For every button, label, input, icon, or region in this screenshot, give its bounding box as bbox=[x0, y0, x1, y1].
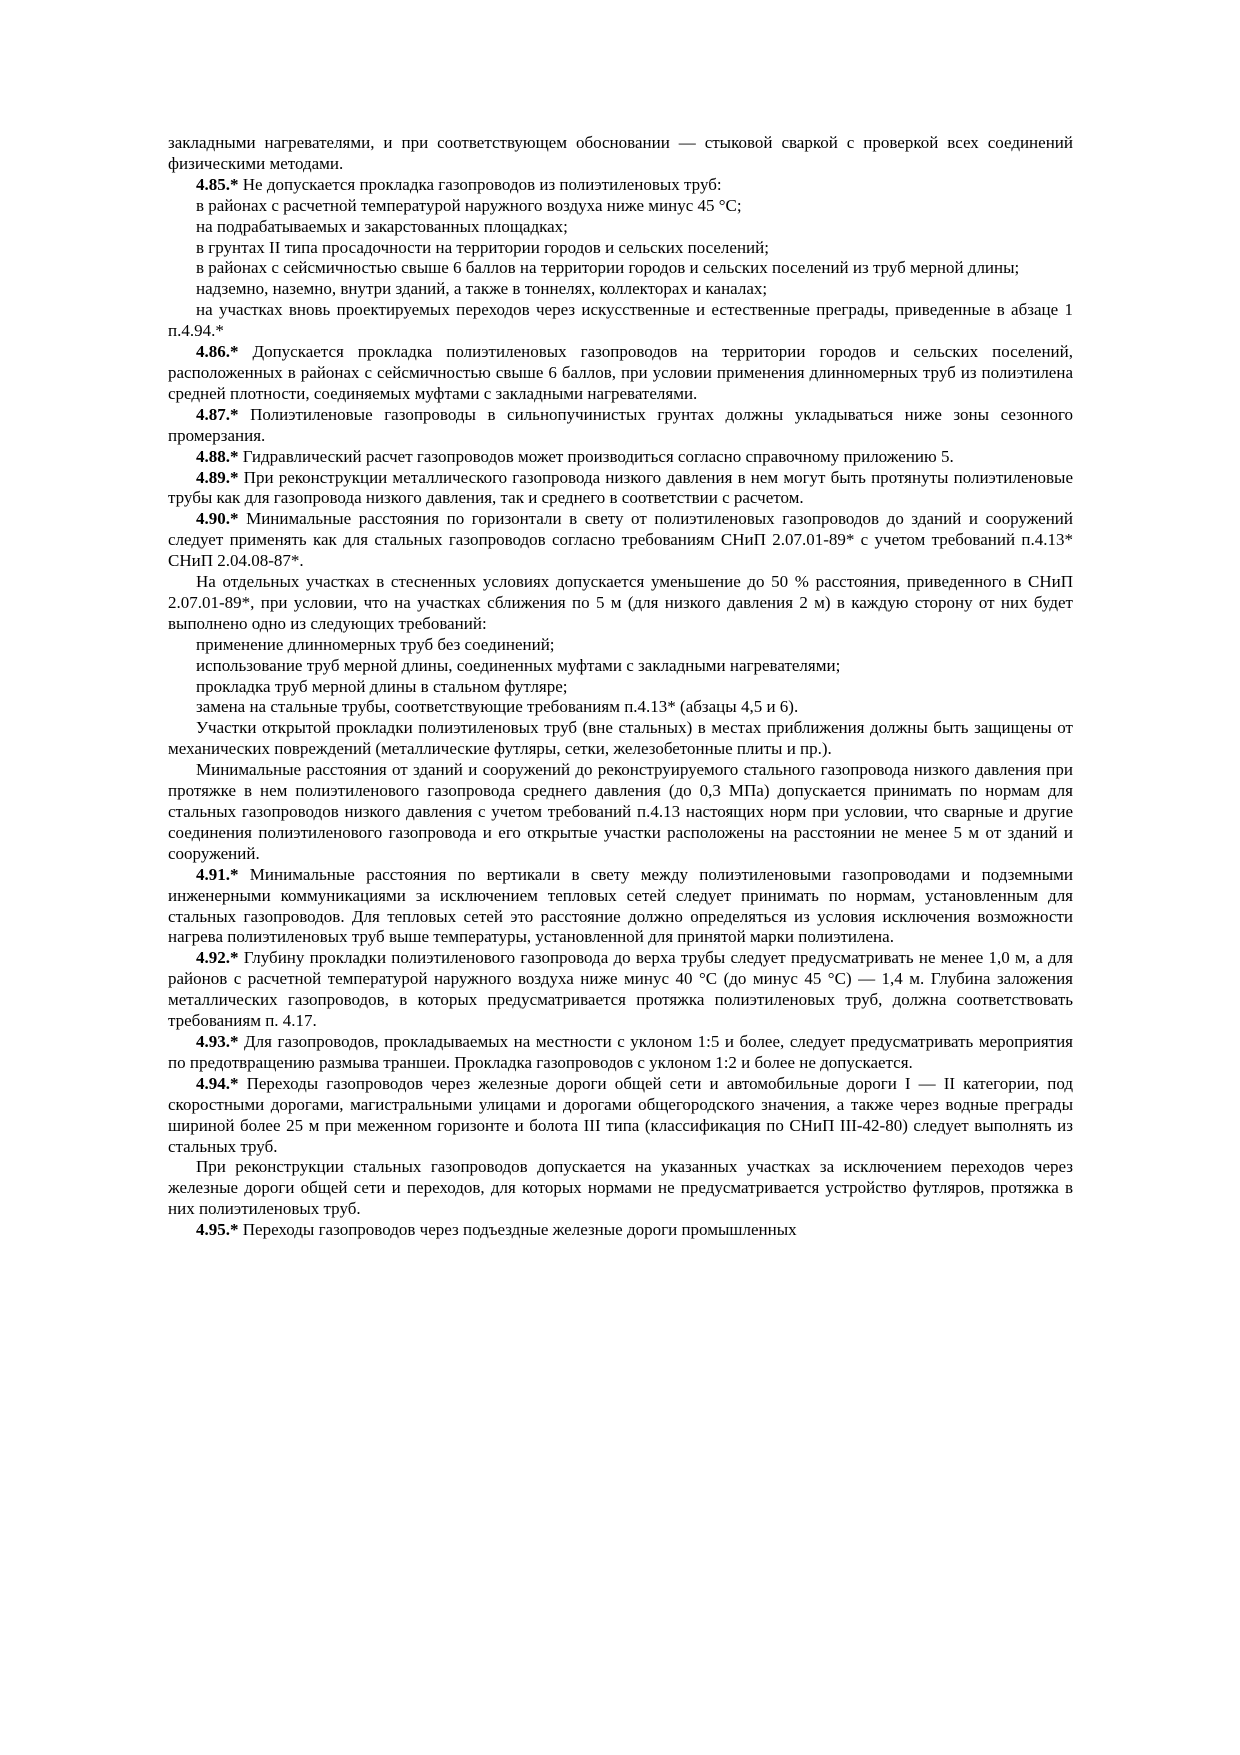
paragraph: Минимальные расстояния от зданий и сооружений до реконструируемого стального газопровода низкого давления при протяжке в нем полиэтиленового газопровода среднего давления (до 0,3 МПа) допускается принимать по нормам для стальных газопроводов низкого давления с учетом требований п.4.13 настоящих норм при условии, что сварные и другие соединения полиэтиленового газопровода и его открытые участки расположены на расстоянии не менее 5 м от зданий и сооружений. bbox=[168, 760, 1073, 863]
paragraph: на подрабатываемых и закарстованных площадках; bbox=[196, 216, 568, 236]
paragraph: прокладка труб мерной длины в стальном футляре; bbox=[196, 676, 568, 696]
paragraph: на участках вновь проектируемых переходов через искусственные и естественные преграды, приведенные в абзаце 1 п.4.94.* bbox=[168, 300, 1073, 341]
document-body bbox=[168, 133, 1073, 1241]
paragraph: использование труб мерной длины, соединенных муфтами с закладными нагревателями; bbox=[196, 655, 841, 675]
paragraph: в районах с расчетной температурой наружного воздуха ниже минус 45 °С; bbox=[196, 195, 742, 215]
clause-number: 4.90.* bbox=[196, 509, 239, 529]
paragraph: 4.91.* Минимальные расстояния по вертикали в свету между полиэтиленовыми газопроводами и подземными инженерными коммуникациями за исключением тепловых сетей следует принимать по нормам, установленным для стальных газопроводов. Для тепловых сетей это расстояние должно определяться из условия исключения возможности нагрева полиэтиленовых труб выше температуры, установленной для принятой марки полиэтилена. bbox=[168, 864, 1074, 947]
clause-number: 4.87.* bbox=[196, 404, 239, 424]
clause-number: 4.89.* bbox=[196, 467, 239, 487]
paragraph: 4.85.* Не допускается прокладка газопроводов из полиэтиленовых труб: bbox=[196, 174, 722, 194]
paragraph: Участки открытой прокладки полиэтиленовых труб (вне стальных) в местах приближения должны быть защищены от механических повреждений (металлические футляры, сетки, железобетонные плиты и пр.). bbox=[168, 718, 1073, 759]
paragraph: закладными нагревателями, и при соответствующем обосновании — стыковой сваркой с проверкой всех соединений физическими методами. bbox=[168, 133, 1073, 173]
paragraph: 4.92.* Глубину прокладки полиэтиленового газопровода до верха трубы следует предусматривать не менее 1,0 м, а для районов с расчетной температурой наружного воздуха ниже минус 40 °С (до минус 45 °С) — 1,4 м. Глубина заложения металлических газопроводов, в которых предусматривается протяжка полиэтиленовых труб, должна соответствовать требованиям п. 4.17. bbox=[168, 948, 1073, 1031]
clause-number: 4.85.* bbox=[196, 174, 239, 194]
paragraph: надземно, наземно, внутри зданий, а также в тоннелях, коллекторах и каналах; bbox=[196, 279, 768, 299]
clause-number: 4.92.* bbox=[196, 948, 239, 968]
clause-number: 4.86.* bbox=[196, 342, 239, 362]
paragraph: 4.93.* Для газопроводов, прокладываемых на местности с уклоном 1:5 и более, следует предусматривать мероприятия по предотвращению размыва траншеи. Прокладка газопроводов с уклоном 1:2 и более не допускается. bbox=[168, 1031, 1074, 1072]
clause-number: 4.88.* bbox=[196, 446, 239, 466]
paragraph: 4.90.* Минимальные расстояния по горизонтали в свету от полиэтиленовых газопроводов до зданий и сооружений следует применять как для стальных газопроводов согласно требованиям СНиП 2.07.01-89* с учетом требований п.4.13* СНиП 2.04.08-87*. bbox=[168, 509, 1073, 571]
paragraph: 4.87.* Полиэтиленовые газопроводы в сильнопучинистых грунтах должны укладываться ниже зоны сезонного промерзания. bbox=[168, 404, 1073, 445]
paragraph: применение длинномерных труб без соединений; bbox=[196, 634, 555, 654]
paragraph: При реконструкции стальных газопроводов допускается на указанных участках за исключением переходов через железные дороги общей сети и переходов, для которых нормами не предусматривается устройство футляров, протяжка в них полиэтиленовых труб. bbox=[168, 1157, 1073, 1219]
clause-number: 4.95.* bbox=[196, 1220, 239, 1240]
paragraph: 4.95.* Переходы газопроводов через подъездные железные дороги промышленных bbox=[196, 1220, 797, 1240]
paragraph: 4.86.* Допускается прокладка полиэтиленовых газопроводов на территории городов и сельских поселений, расположенных в районах с сейсмичностью свыше 6 баллов, при условии применения длинномерных труб из полиэтилена средней плотности, соединяемых муфтами с закладными нагревателями. bbox=[168, 342, 1074, 403]
paragraph: замена на стальные трубы, соответствующие требованиям п.4.13* (абзацы 4,5 и 6). bbox=[196, 697, 799, 717]
paragraph: в районах с сейсмичностью свыше 6 баллов на территории городов и сельских поселений из труб мерной длины; bbox=[196, 258, 1020, 278]
paragraph: в грунтах II типа просадочности на территории городов и сельских поселений; bbox=[196, 237, 769, 257]
paragraph: 4.88.* Гидравлический расчет газопроводов может производиться согласно справочному приложению 5. bbox=[196, 446, 954, 466]
paragraph: 4.89.* При реконструкции металлического газопровода низкого давления в нем могут быть протянуты полиэтиленовые трубы как для газопровода низкого давления, так и среднего в соответствии с расчетом. bbox=[168, 467, 1073, 508]
paragraph: На отдельных участках в стесненных условиях допускается уменьшение до 50 % расстояния, приведенного в СНиП 2.07.01-89*, при условии, что на участках сближения по 5 м (для низкого давления 2 м) в каждую сторону от них будет выполнено одно из следующих требований: bbox=[168, 572, 1073, 633]
paragraph: 4.94.* Переходы газопроводов через железные дороги общей сети и автомобильные дороги I — II категории, под скоростными дорогами, магистральными улицами и дорогами общегородского значения, а также через водные преграды шириной более 25 м при меженном горизонте и болота III типа (классификация по СНиП III-42-80) следует выполнять из стальных труб. bbox=[168, 1073, 1074, 1156]
clause-number: 4.93.* bbox=[196, 1031, 239, 1051]
clause-number: 4.94.* bbox=[196, 1073, 239, 1093]
clause-number: 4.91.* bbox=[196, 864, 239, 884]
